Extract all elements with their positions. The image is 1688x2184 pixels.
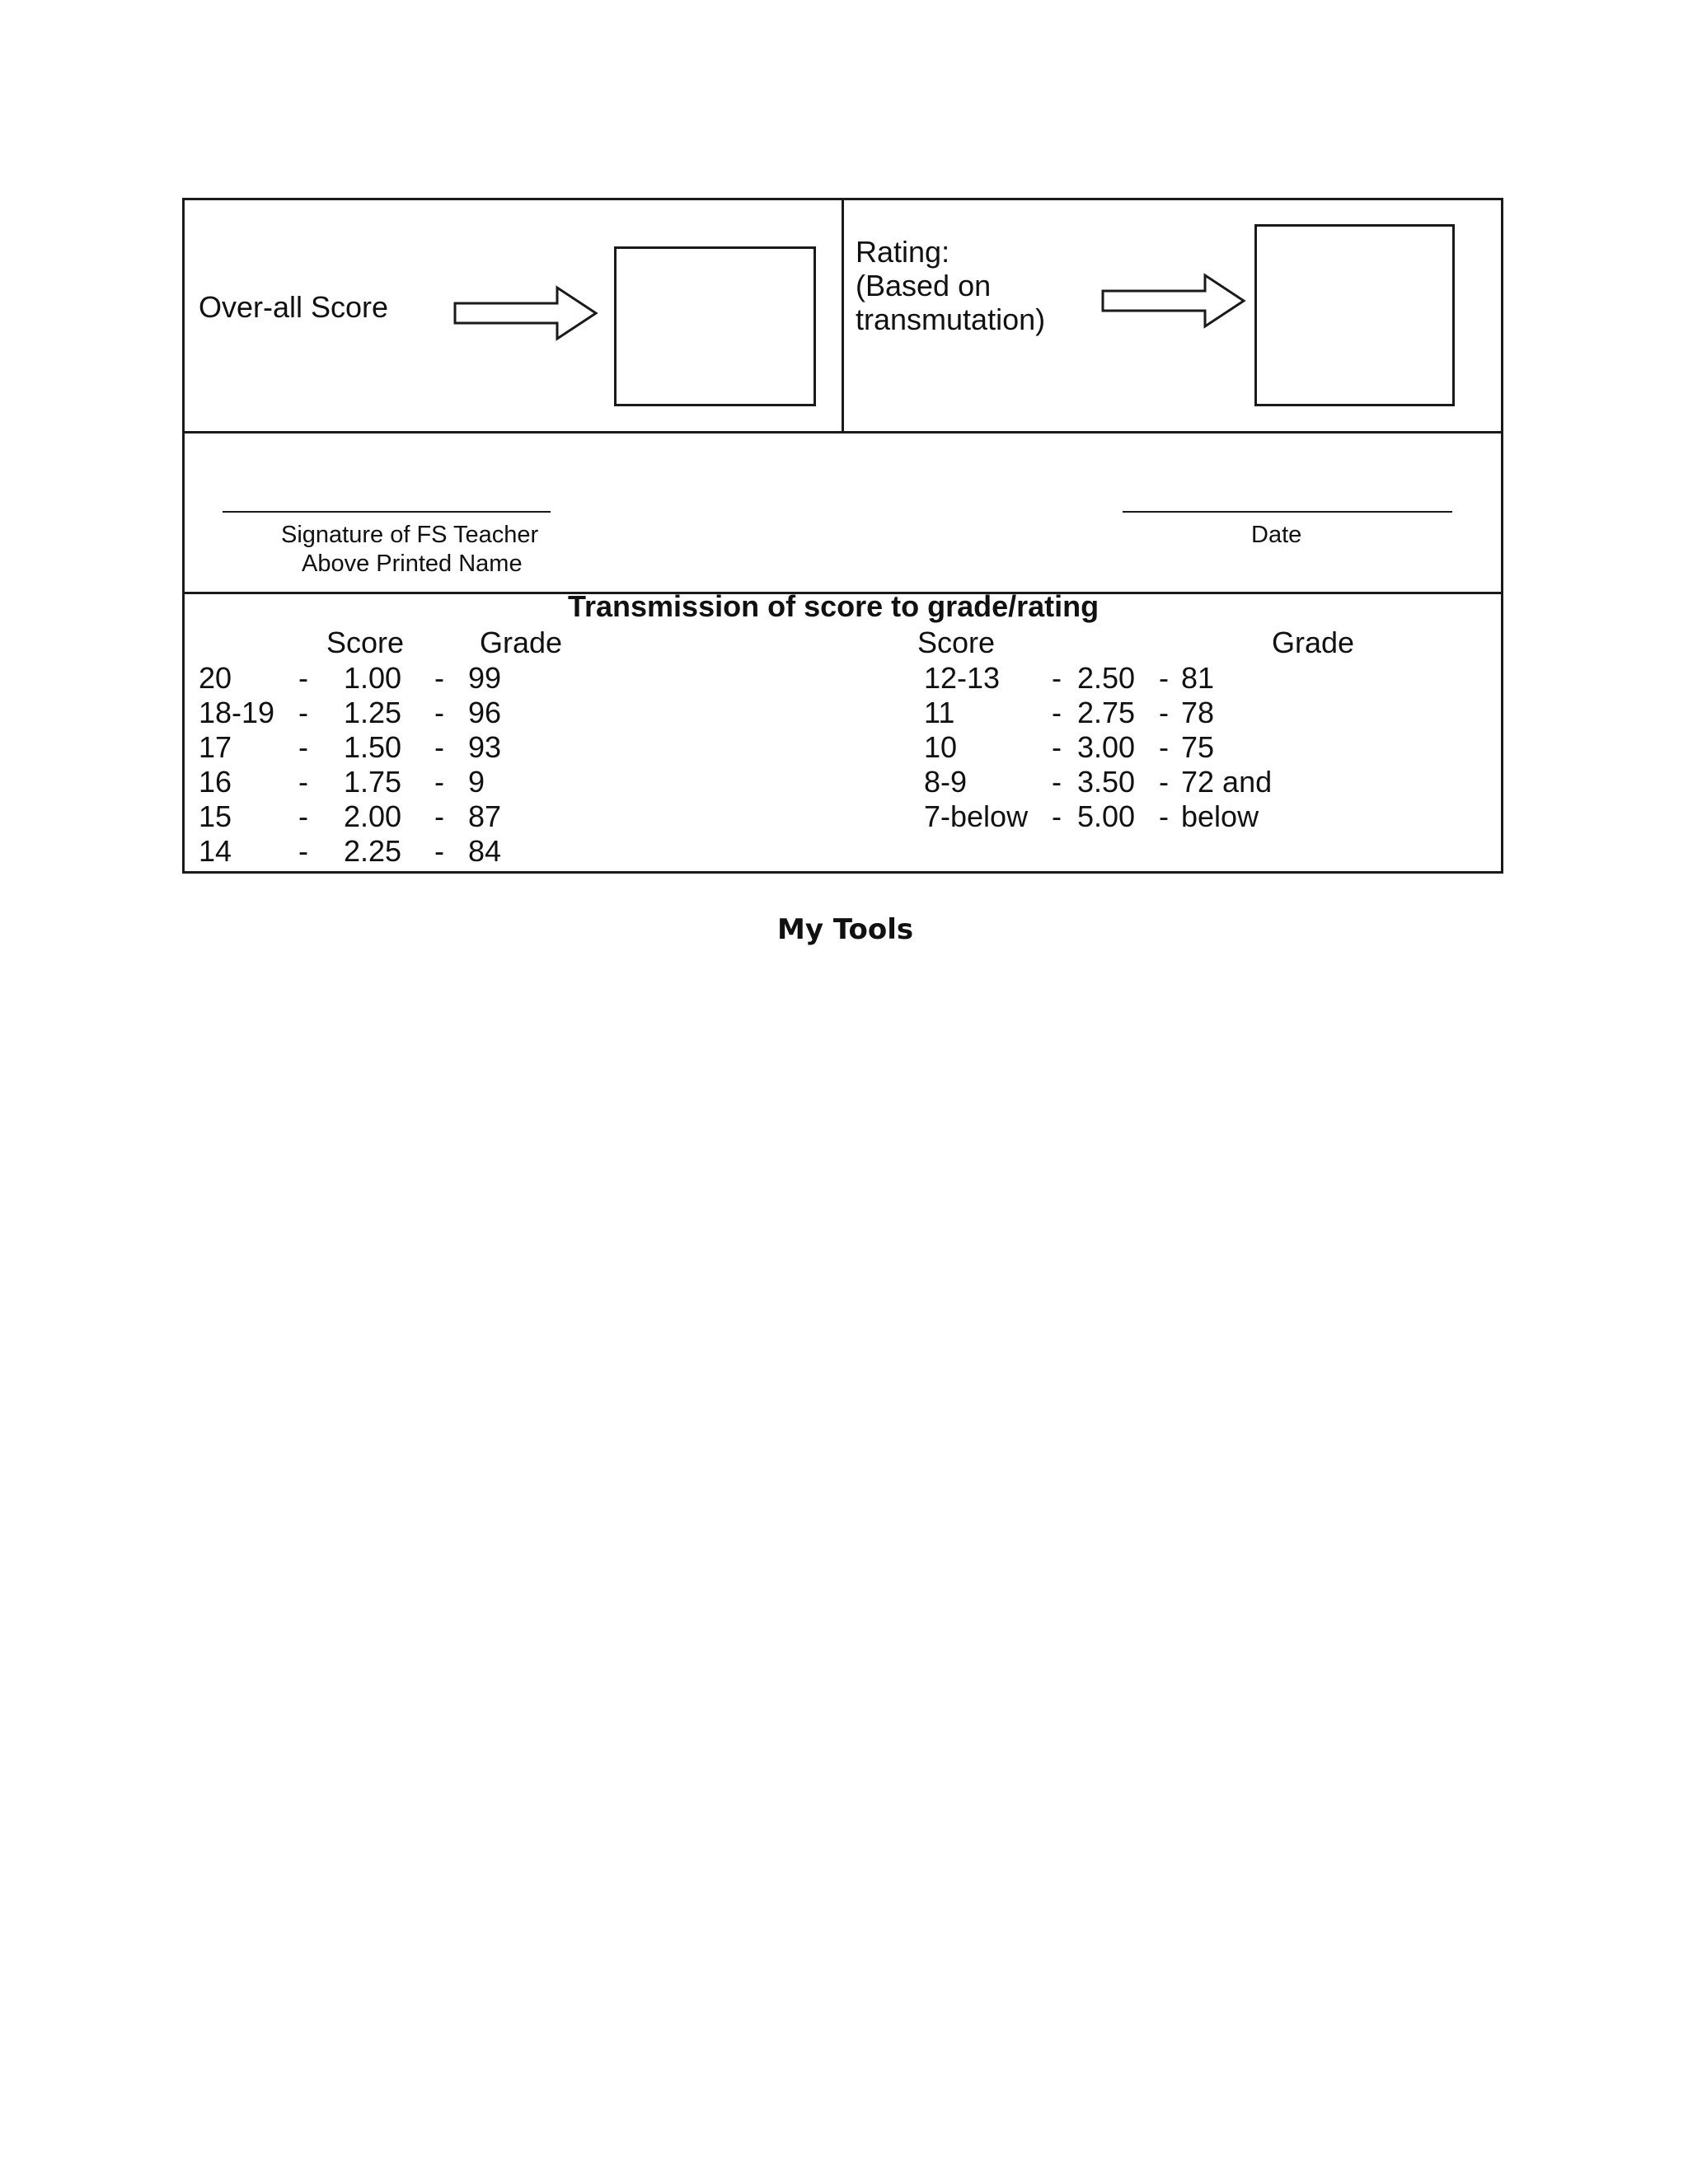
right-dash-cell: - <box>1159 730 1169 764</box>
left-score-cell: 14 <box>199 834 232 868</box>
left-dash-cell: - <box>298 799 308 833</box>
left-dash-cell: - <box>434 730 444 764</box>
left-dash-cell: - <box>434 765 444 799</box>
signature-line[interactable] <box>223 511 551 513</box>
left-dash-cell: - <box>298 765 308 799</box>
divider-score-rating <box>842 198 844 433</box>
left-dash-cell: - <box>434 799 444 833</box>
rating-box[interactable] <box>1254 224 1455 406</box>
right-score-cell: 10 <box>924 730 958 764</box>
right-rating-cell: 2.50 <box>1077 661 1136 695</box>
right-dash-cell: - <box>1052 661 1062 695</box>
left-score-cell: 20 <box>199 661 232 695</box>
right-rating-cell: 5.00 <box>1077 799 1136 833</box>
left-rating-cell: 2.25 <box>344 834 402 868</box>
right-grade-cell: below <box>1181 799 1259 833</box>
arrow-right-icon <box>1100 272 1248 330</box>
left-grade-cell: 96 <box>468 696 502 729</box>
right-score-header: Score <box>917 626 996 659</box>
right-dash-cell: - <box>1159 661 1169 695</box>
my-tools-heading: My Tools <box>777 913 914 946</box>
signature-label-line-1: Signature of FS Teacher <box>281 522 539 548</box>
right-score-cell: 8-9 <box>924 765 968 799</box>
left-score-header: Score <box>326 626 405 659</box>
date-line[interactable] <box>1123 511 1452 513</box>
left-dash-cell: - <box>434 834 444 868</box>
right-rating-cell: 3.50 <box>1077 765 1136 799</box>
right-dash-cell: - <box>1159 799 1169 833</box>
arrow-right-icon <box>452 284 600 342</box>
left-score-cell: 17 <box>199 730 232 764</box>
right-grade-cell: 75 <box>1181 730 1215 764</box>
left-rating-cell: 2.00 <box>344 799 402 833</box>
right-score-cell: 7-below <box>924 799 1029 833</box>
left-score-cell: 15 <box>199 799 232 833</box>
right-grade-cell: 81 <box>1181 661 1215 695</box>
left-grade-cell: 87 <box>468 799 502 833</box>
right-grade-header: Grade <box>1272 626 1355 659</box>
right-dash-cell: - <box>1052 765 1062 799</box>
rating-label-line-3: transmutation) <box>856 302 1046 336</box>
rating-label-line-1: Rating: <box>856 235 950 269</box>
left-dash-cell: - <box>298 661 308 695</box>
left-grade-header: Grade <box>480 626 563 659</box>
right-dash-cell: - <box>1052 799 1062 833</box>
overall-score-box[interactable] <box>614 246 816 406</box>
left-grade-cell: 99 <box>468 661 502 695</box>
right-rating-cell: 3.00 <box>1077 730 1136 764</box>
left-dash-cell: - <box>298 730 308 764</box>
overall-score-label: Over-all Score <box>199 290 389 324</box>
left-dash-cell: - <box>434 696 444 729</box>
right-dash-cell: - <box>1052 730 1062 764</box>
left-score-cell: 18-19 <box>199 696 275 729</box>
right-dash-cell: - <box>1052 696 1062 729</box>
date-label: Date <box>1251 522 1302 548</box>
right-score-cell: 11 <box>924 696 955 729</box>
left-grade-cell: 84 <box>468 834 502 868</box>
left-rating-cell: 1.50 <box>344 730 402 764</box>
left-rating-cell: 1.25 <box>344 696 402 729</box>
signature-label-line-2: Above Printed Name <box>302 551 523 577</box>
left-rating-cell: 1.75 <box>344 765 402 799</box>
right-dash-cell: - <box>1159 696 1169 729</box>
right-rating-cell: 2.75 <box>1077 696 1136 729</box>
left-dash-cell: - <box>434 661 444 695</box>
left-grade-cell: 93 <box>468 730 502 764</box>
right-grade-cell: 78 <box>1181 696 1215 729</box>
left-rating-cell: 1.00 <box>344 661 402 695</box>
left-dash-cell: - <box>298 834 308 868</box>
right-dash-cell: - <box>1159 765 1169 799</box>
right-score-cell: 12-13 <box>924 661 1001 695</box>
transmutation-title: Transmission of score to grade/rating <box>568 589 1100 623</box>
rating-label-line-2: (Based on <box>856 269 992 302</box>
left-dash-cell: - <box>298 696 308 729</box>
left-score-cell: 16 <box>199 765 232 799</box>
right-grade-cell: 72 and <box>1181 765 1273 799</box>
left-grade-cell: 9 <box>468 765 485 799</box>
